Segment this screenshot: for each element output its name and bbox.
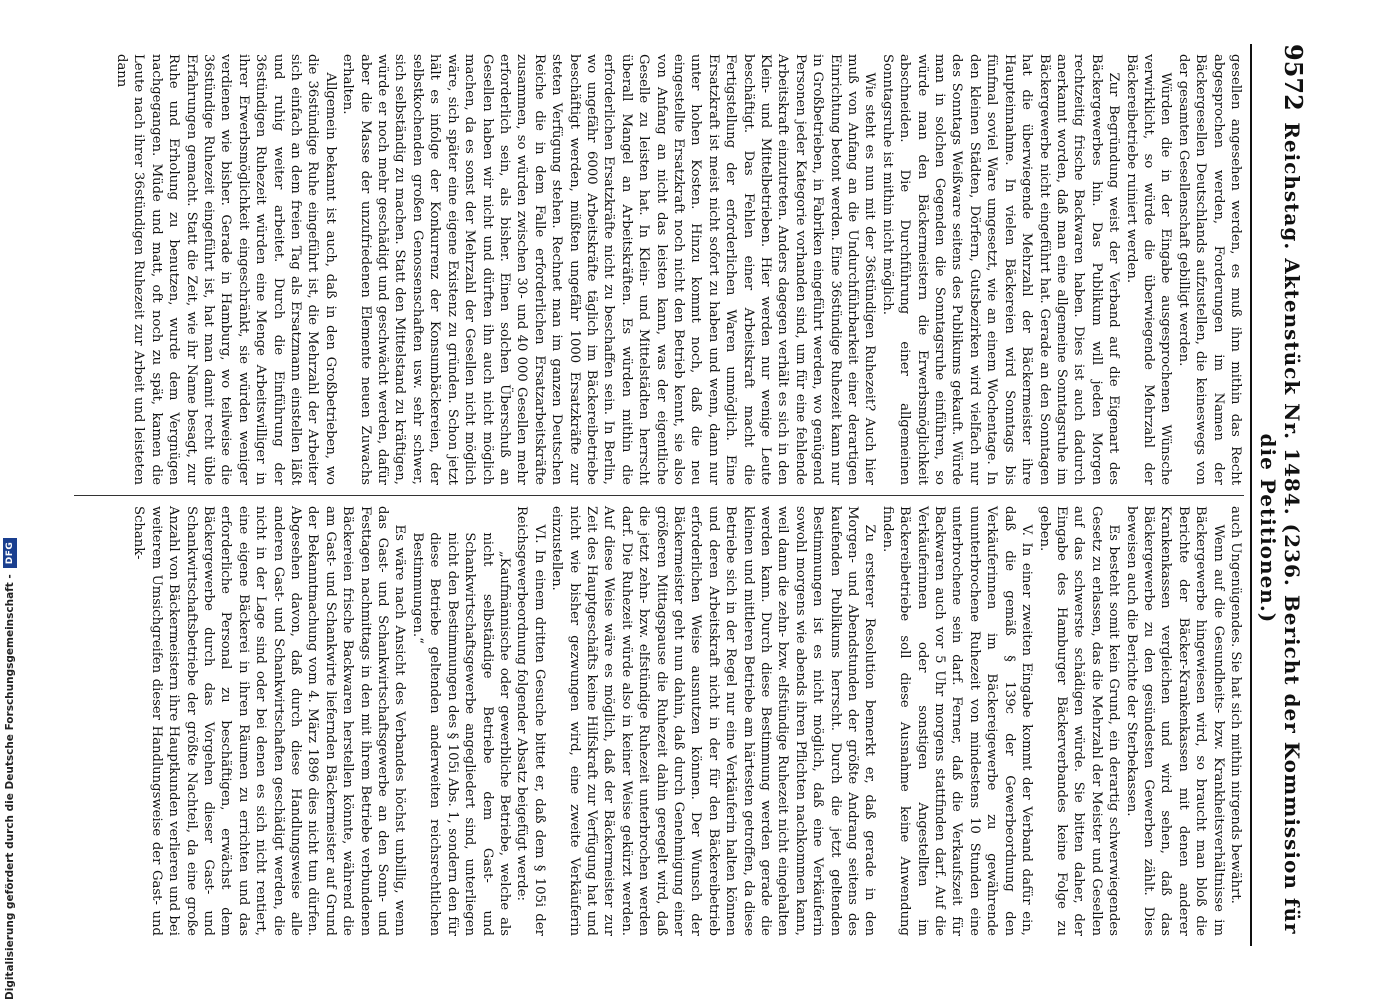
left-column: [74, 44, 1244, 495]
dfg-logo: DFG: [3, 538, 17, 569]
paragraph: VI. In einem dritten Gesuche bittet er, daß dem § 105i der Reichsgewerbeordnung folgender Absatz beigefügt werde:: [514, 506, 547, 936]
digitization-credit: [2, 538, 18, 1000]
paragraph: Es wäre nach Ansicht des Verbandes höchst unbillig, wenn das Gast- und Schankwirtschaftsgewerbe an den Sonn- und Festtagen nachmittags in den mit ihrem Betriebe verbundenen Bäckereien frische Backwaren herstellen könnte, während die am Gast- und Schankwirte liefernden Bäckermeister auf Grund der Bekanntmachung vom 4. März 1896 dies nicht tun dürfen. Abgesehen davon, daß durch diese Handlungsweise alle anderen Gast- und Schankwirtschaften geschädigt werden, die nicht in der Lage sind oder bei denen es sich nicht rentiert, eine eigene Bäckerei in ihren Räumen zu errichten und das erforderliche Personal zu beschäftigen, erwächst dem Bäckergewerbe durch das Vorgehen dieser Gast- und Schankwirtschaftsbetriebe der größte Nachteil, da eine große Anzahl von Bäckermeistern ihre Hauptkunden verlieren und bei weiterem Umsichgreifen dieser Handlungsweise der Gast- und Schank-: [131, 506, 408, 936]
running-title: Reichstag. Aktenstück Nr. 1484. (236. Bericht der Kommission für die Petitionen.): [1256, 122, 1304, 935]
paragraph: V. In einer zweiten Eingabe kommt der Verband dafür ein, daß die gemäß § 139c der Gewerbeordnung den Verkäuferinnen im Bäckereigewerbe zu gewährende ununterbrochene Ruhezeit von mindestens 10 Stunden eine unterbrochene sein darf. Ferner, daß die Verkaufszeit für Backwaren auch vor 5 Uhr morgens stattfinden darf. Auf die Verkäuferinnen oder sonstigen Angestellten im Bäckereibetriebe soll diese Ausnahme keine Anwendung finden.: [879, 506, 1035, 936]
paragraph: „Kaufmännische oder gewerbliche Betriebe, welche als nicht selbständige Betriebe dem Gast- und Schankwirtschaftsgewerbe angegliedert sind, unterliegen nicht den Bestimmungen des § 105i Abs. 1, sondern den für diese Betriebe geltenden anderweiten reichsrechtlichen Bestimmungen.“: [409, 532, 512, 936]
paragraph: Würden die in der Eingabe ausgesprochenen Wünsche verwirklicht, so würde die überwiegende Mehrzahl der Bäckereibetriebe ruiniert werden.: [1123, 54, 1174, 485]
paragraph: Zur Begründung weist der Verband auf die Eigenart des Bäckergewerbes hin. Das Publikum will jeden Morgen rechtzeitig frische Backwaren haben. Dies ist auch dadurch anerkannt worden, daß man eine allgemeine Sonntagsruhe im Bäckergewerbe nicht eingeführt hat. Gerade an den Sonntagen hat die überwiegende Mehrzahl der Bäckermeister ihre Haupteinnahme. In vielen Bäckereien wird Sonntags bis fünfmal soviel Ware umgesetzt, wie an einem Wochentage. In den kleinen Städten, Dörfern, Gutsbezirken wird vielfach nur des Sonntags Weißware seitens des Publikums gekauft. Würde man in solchen Gegenden die Sonntagsruhe einführen, so würde man den Bäckermeistern die Erwerbsmöglichkeit abschneiden. Die Durchführung einer allgemeinen Sonntagsruhe ist mithin nicht möglich.: [879, 54, 1122, 485]
right-column: [74, 495, 1244, 946]
paragraph: Zu ersterer Resolution bemerkt er, daß gerade in den Morgen- und Abendstunden der größte Andrang seitens des kaufenden Publikums herrscht. Durch die jetzt geltenden Bestimmungen ist es nicht möglich, daß eine Verkäuferin sowohl morgens wie abends ihren Pflichten nachkommen kann, weil dann die zehn- bzw. elfstündige Ruhezeit nicht eingehalten werden kann. Durch diese Bestimmung werden gerade die kleinen und mittleren Betriebe am härtesten getroffen, da diese Betriebe sich in der Regel nur eine Verkäuferin halten können und deren Arbeitskraft nicht in der für den Bäckereibetrieb erforderlichen Weise ausnutzen können. Der Wunsch der Bäckermeister geht nun dahin, daß durch Genehmigung einer größeren Mittagspause die Ruhezeit dahin geregelt wird, daß die jetzt zehn- bzw. elfstündige Ruhezeit unterbrochen werden darf. Die Ruhezeit würde also in keiner Weise gekürzt werden. Auf diese Weise wäre es möglich, daß der Bäckermeister zur Zeit des Hauptgeschäfts keine Hilfskraft zur Verfügung hat und nicht wie bisher gezwungen wird, eine zweite Verkäuferin einzustellen.: [549, 506, 878, 936]
page-header: [1250, 44, 1308, 946]
paragraph: auch Ungenügendes. Sie hat sich mithin nirgends bewährt.: [1228, 506, 1243, 904]
credit-text: Digitalisierung gefördert durch die Deutsche Forschungsgemeinschaft -: [4, 574, 16, 1000]
document-page: [76, 30, 1316, 960]
paragraph: Allgemein bekannt ist auch, daß in den Großbetrieben, wo die 36stündige Ruhe eingeführt ist, die Mehrzahl der Arbeiter sich einfach an dem freien Tag als Ersatzmann einstellen läßt und ruhig weiter arbeitet. Durch die Einführung der 36stündigen Ruhezeit würden eine Menge Arbeitswilliger in ihrer Erwerbsmöglichkeit eingeschränkt, sie würden weniger verdienen wie bisher. Gerade in Hamburg, wo teilweise die 36stündige Ruhezeit eingeführt ist, hat man damit recht üble Erfahrungen gemacht. Statt die Zeit, wie ihr Name besagt, zur Ruhe und Erholung zu benutzen, wurde dem Vergnügen nachgegangen. Müde und matt, oft noch zu spät, kamen die Leute nach ihrer 36stündigen Ruhezeit zur Arbeit und leisteten dann: [114, 54, 338, 485]
text-columns: [74, 44, 1244, 946]
paragraph: Wie steht es nun mit der 36stündigen Ruhezeit? Auch hier muß von Anfang an die Undurchführbarkeit einer derartigen Einrichtung betont werden. Eine 36stündige Ruhezeit kann nur in Großbetrieben, in Fabriken eingeführt werden, wo genügend Personen jeder Kategorie vorhanden sind, um für eine fehlende Arbeitskraft einzutreten. Anders dagegen verhält es sich in den Klein- und Mittelbetrieben. Hier werden nur wenige Leute beschäftigt. Das Fehlen einer Arbeitskraft macht die Fertigstellung der erforderlichen Waren unmöglich. Eine Ersatzkraft ist meist nicht sofort zu haben und wenn, dann nur unter hohen Kosten. Hinzu kommt noch, daß die neu eingestellte Ersatzkraft noch nicht den Betrieb kennt, sie also von Anfang an nicht das leisten kann, was der eigentliche Geselle zu leisten hat. In Klein- und Mittelstädten herrscht überall Mangel an Arbeitskräften. Es würden mithin die erforderlichen Ersatzkräfte nicht zu beschaffen sein. In Berlin, wo ungefähr 6000 Arbeitskräfte täglich im Bäckereibetriebe beschäftigt werden, müßten ungefähr 1000 Ersatzkräfte zur steten Verfügung stehen. Rechnet man im ganzen Deutschen Reiche die in dem Falle erforderlichen Ersatzarbeitskräfte zusammen, so würden zwischen 30- und 40 000 Gesellen mehr erforderlich sein, als bisher. Einen solchen Überschuß an Gesellen haben wir nicht und dürften ihn auch nicht möglich machen, da es sonst der Mehrzahl der Gesellen nicht möglich wäre, sich später eine eigene Existenz zu gründen. Schon jetzt hält es infolge der Konkurrenz der Konsumbäckereien, der selbstkochenden großen Genossenschaften usw. sehr schwer, sich selbständig zu machen. Statt den Mittelstand zu kräftigen, würde er noch mehr geschädigt und geschwächt werden, dafür aber die Masse der unzufriedenen Elemente neuen Zuwachs erhalten.: [340, 54, 878, 485]
paragraph: gesellen angesehen werden, es muß ihm mithin das Recht abgesprochen werden, Forderungen im Namen der Bäckergesellen Deutschlands aufzustellen, die keineswegs von der gesamten Gesellenschaft gebilligt werden.: [1175, 54, 1243, 485]
paragraph: Wenn auf die Gesundheits- bzw. Krankheitsverhältnisse im Bäckergewerbe hingewiesen wird, so braucht man bloß die Berichte der Bäcker-Krankenkassen mit denen anderer Krankenkassen vergleichen und wird sehen, daß das Bäckergewerbe zu den gesündesten Gewerben zählt. Dies beweisen auch die Berichte der Sterbekassen.: [1123, 506, 1226, 936]
paragraph: Es besteht somit kein Grund, ein derartig schwerwiegendes Gesetz zu erlassen, das die Mehrzahl der Meister und Gesellen auf das schwerste schädigen würde. Sie bitten daher, der Eingabe des Hamburger Bäckerverbandes keine Folge zu geben.: [1036, 506, 1122, 936]
page-number: 9572: [1279, 44, 1308, 111]
